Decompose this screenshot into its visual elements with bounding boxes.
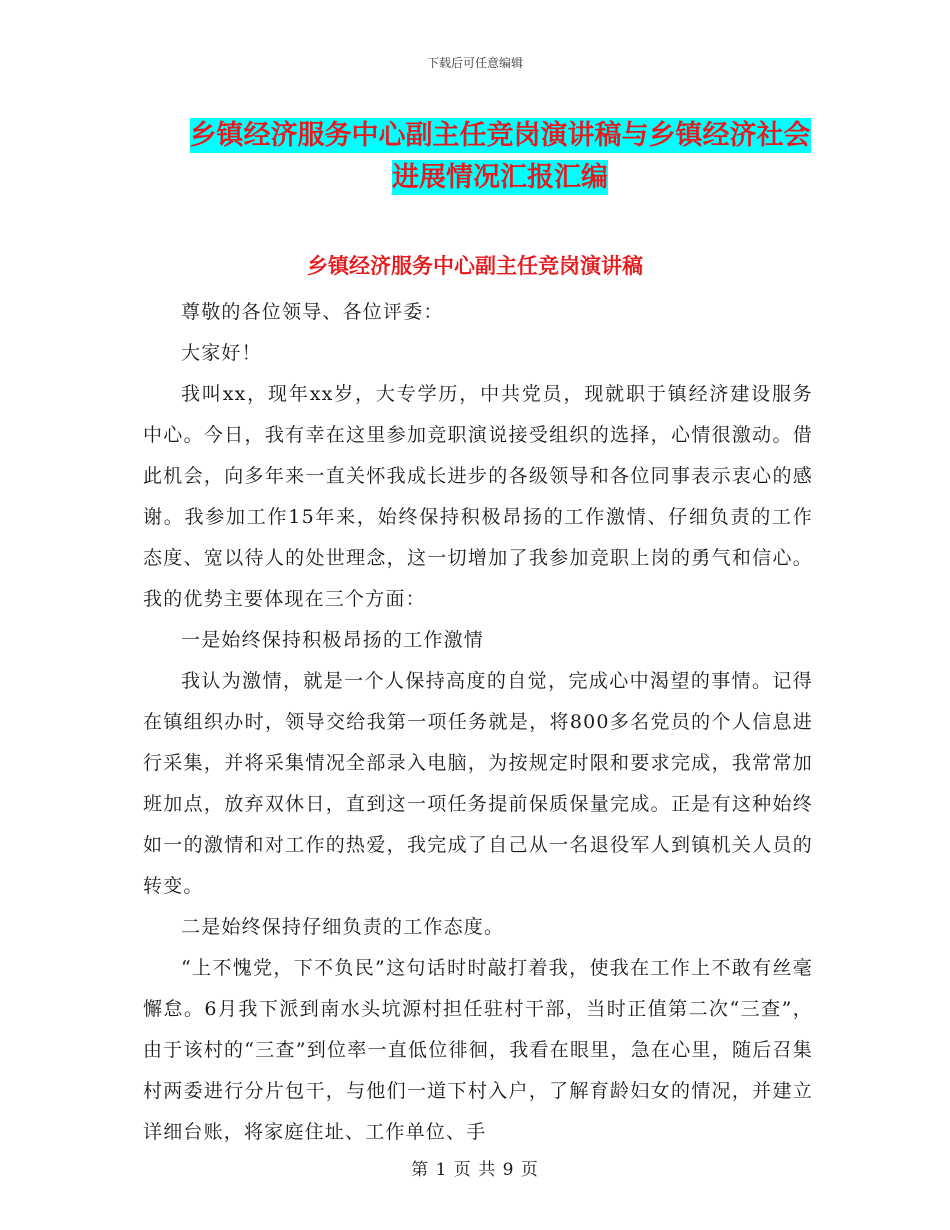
paragraph-point-two-heading: 二是始终保持仔细负责的工作态度。 <box>181 916 505 938</box>
paragraph-salutation: 尊敬的各位领导、各位评委： <box>181 301 444 323</box>
paragraph-point-one-heading: 一是始终保持积极昂扬的工作激情 <box>181 629 485 651</box>
document-title-line-2-text: 进展情况汇报汇编 <box>392 162 608 193</box>
section-title: 乡镇经济服务中心副主任竞岗演讲稿 <box>307 254 643 278</box>
header-note: 下载后可任意编辑 <box>426 56 523 70</box>
paragraph-point-one-body: 我认为激情，就是一个人保持高度的自觉，完成心中渴望的事情。记得在镇组织办时，领导交给我第一项任务就是，将800多名党员的个人信息进行采集，并将采集情况全部录入电脑，为按规定时限和要求完成，我常常加班加点，放弃双休日，直到这一项任务提前保质保量完成。正是有这种始终如一的激情和对工作的热爱，我完成了自己从一名退役军人到镇机关人员的转变。 <box>143 670 813 897</box>
document-title-line-1 <box>120 113 880 152</box>
paragraph-greeting: 大家好！ <box>181 342 262 364</box>
paragraph-point-two-body: “上不愧党，下不负民”这句话时时敲打着我，使我在工作上不敢有丝毫懈怠。6月我下派到南水头坑源村担任驻村干部，当时正值第二次“三查”，由于该村的“三查”到位率一直低位徘徊，我看在眼里，急在心里，随后召集村两委进行分片包干，与他们一道下村入户，了解育龄妇女的情况，并建立详细台账，将家庭住址、工作单位、手 <box>143 957 813 1143</box>
page-number-footer: 第 1 页 共 9 页 <box>411 1160 539 1180</box>
document-body <box>143 292 813 1153</box>
document-title-line-2 <box>120 155 880 194</box>
document-title-line-1-text: 乡镇经济服务中心副主任竞岗演讲稿与乡镇经济社会 <box>189 120 811 151</box>
paragraph-introduction: 我叫xx，现年xx岁，大专学历，中共党员，现就职于镇经济建设服务中心。今日，我有幸在这里参加竞职演说接受组织的选择，心情很激动。借此机会，向多年来一直关怀我成长进步的各级领导和各位同事表示衷心的感谢。我参加工作15年来，始终保持积极昂扬的工作激情、仔细负责的工作态度、宽以待人的处世理念，这一切增加了我参加竞职上岗的勇气和信心。我的优势主要体现在三个方面： <box>143 383 813 610</box>
